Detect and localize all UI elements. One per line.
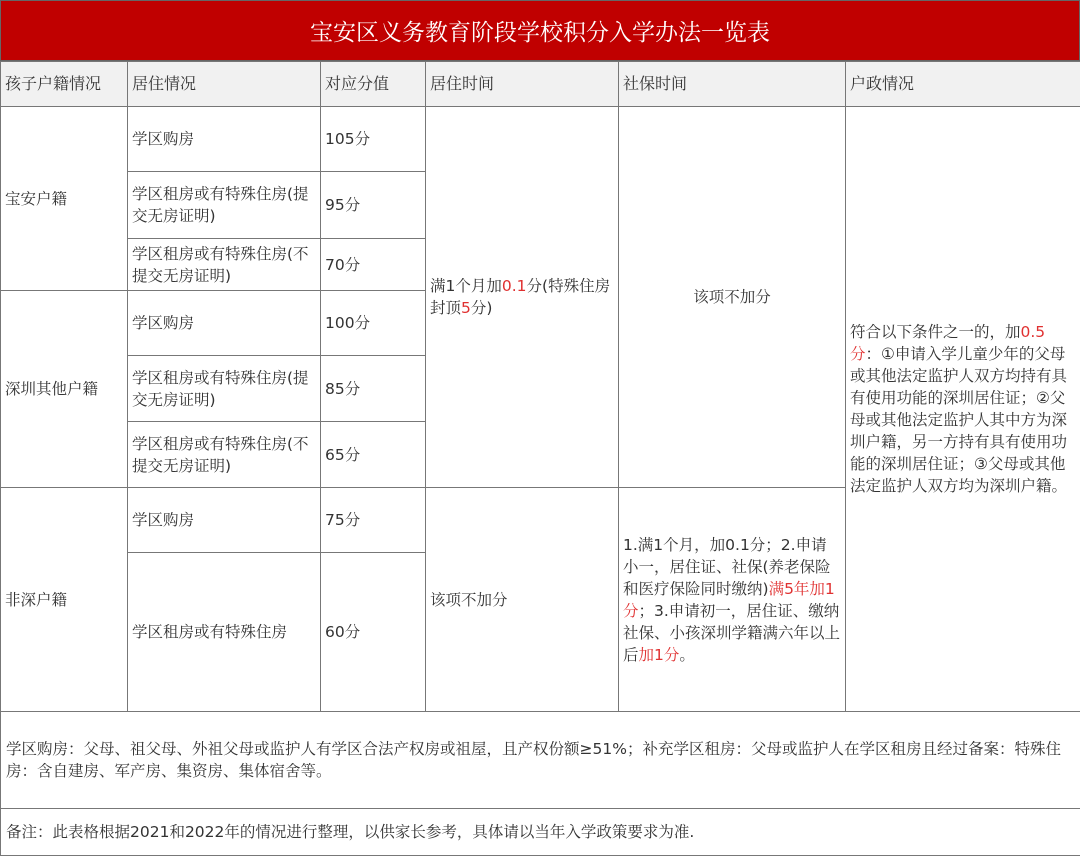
highlight-text: 0.5分: [850, 323, 1045, 363]
residence-cell: 学区租房或有特殊住房(不提交无房证明): [128, 422, 321, 488]
huzheng-cell: 符合以下条件之一的，加0.5分：①申请入学儿童少年的父母或其他法定监护人双方均持有具有使用功能的深圳居住证；②父母或其他法定监护人其中方为深圳户籍，另一方持有具有使用功能的深圳居住证；③父母或其他法定监护人双方均为深圳户籍。: [846, 107, 1080, 712]
definition-row: [1, 712, 1080, 809]
header-social-time: 社保时间: [619, 62, 846, 107]
hukou-cell: 非深户籍: [1, 488, 128, 712]
score-cell: 60分: [321, 553, 426, 712]
score-cell: 70分: [321, 239, 426, 291]
residence-cell: 学区租房或有特殊住房(提交无房证明): [128, 172, 321, 239]
header-residence: 居住情况: [128, 62, 321, 107]
residence-cell: 学区租房或有特殊住房(不提交无房证明): [128, 239, 321, 291]
highlight-text: 满5年加1分: [623, 580, 835, 620]
score-cell: 85分: [321, 356, 426, 422]
highlight-text: 5: [461, 299, 471, 317]
residence-cell: 学区购房: [128, 488, 321, 553]
header-live-time: 居住时间: [426, 62, 619, 107]
score-cell: 75分: [321, 488, 426, 553]
residence-cell: 学区购房: [128, 107, 321, 172]
header-score: 对应分值: [321, 62, 426, 107]
highlight-text: 0.1: [502, 277, 527, 295]
score-cell: 65分: [321, 422, 426, 488]
score-cell: 105分: [321, 107, 426, 172]
score-cell: 100分: [321, 291, 426, 356]
remark-row: [1, 809, 1080, 856]
header-huzheng: 户政情况: [846, 62, 1080, 107]
social-local-cell: 该项不加分: [619, 107, 846, 488]
score-cell: 95分: [321, 172, 426, 239]
hukou-cell: 宝安户籍: [1, 107, 128, 291]
table-title: 宝安区义务教育阶段学校积分入学办法一览表: [0, 0, 1080, 61]
social-nonlocal-cell: 1.满1个月，加0.1分；2.申请小一，居住证、社保(养老保险和医疗保险同时缴纳)满5年加1分；3.申请初一，居住证、缴纳社保、小孩深圳学籍满六年以上后加1分。: [619, 488, 846, 712]
live-time-nonlocal-cell: 该项不加分: [426, 488, 619, 712]
residence-cell: 学区租房或有特殊住房(提交无房证明): [128, 356, 321, 422]
residence-cell: 学区购房: [128, 291, 321, 356]
hukou-cell: 深圳其他户籍: [1, 291, 128, 488]
live-time-local-cell: 满1个月加0.1分(特殊住房封顶5分): [426, 107, 619, 488]
header-row: [1, 62, 1080, 107]
header-hukou: 孩子户籍情况: [1, 62, 128, 107]
residence-cell: 学区租房或有特殊住房: [128, 553, 321, 712]
highlight-text: 加1分: [639, 646, 680, 664]
admission-table: [0, 61, 1080, 856]
table-row: [1, 107, 1080, 172]
definition-note: 学区购房：父母、祖父母、外祖父母或监护人有学区合法产权房或祖屋，且产权份额≥51%；补充学区租房：父母或监护人在学区租房且经过备案：特殊住房：含自建房、军产房、集资房、集体宿舍等。: [1, 712, 1080, 809]
remark-note: 备注：此表格根据2021和2022年的情况进行整理，以供家长参考，具体请以当年入学政策要求为准.: [1, 809, 1080, 856]
